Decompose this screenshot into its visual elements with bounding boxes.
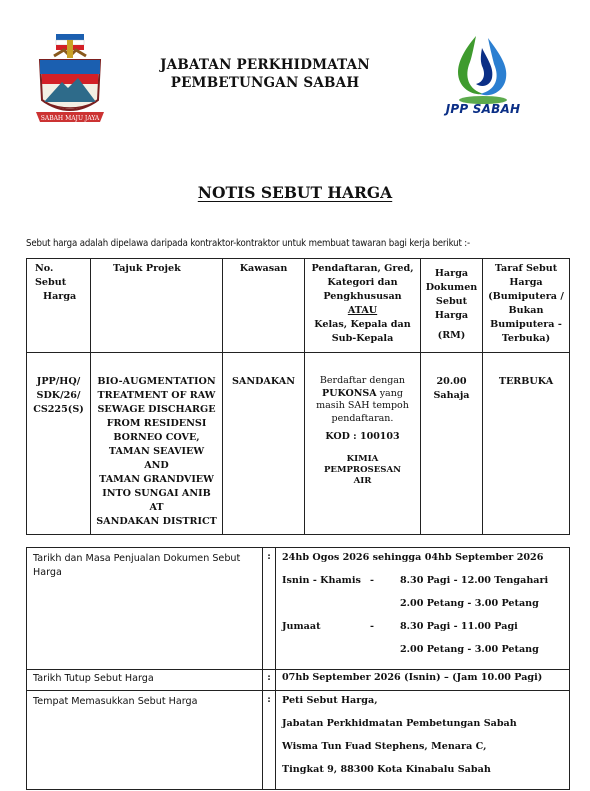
details-table (26, 547, 570, 790)
kod-label: KOD : 100103 (325, 431, 400, 442)
tutup-label: Tarikh Tutup Sebut Harga (27, 670, 263, 691)
schedule-row: 2.00 Petang - 3.00 Petang (400, 598, 539, 609)
schedule-row: 2.00 Petang - 3.00 Petang (400, 644, 539, 655)
sabah-crest-logo (34, 30, 106, 130)
cell-no: JPP/HQ/ SDK/26/ CS225(S) (27, 353, 91, 535)
intro-text: Sebut harga adalah dipelawa daripada kontraktor-kontraktor untuk membuat tawaran bagi kerja berikut :- (26, 238, 470, 249)
cell-taraf: TERBUKA (483, 353, 570, 535)
row-tempat: Tempat Memasukkan Sebut Harga : Peti Sebut Harga, Jabatan Perkhidmatan Pembetungan Sabah Wisma Tun Fuad Stephens, Menara C, Tingkat 9, 88300 Kota Kinabalu Sabah (27, 691, 570, 790)
address-line: Wisma Tun Fuad Stephens, Menara C, (282, 741, 487, 752)
row-tutup: Tarikh Tutup Sebut Harga : 07hb September 2026 (Isnin) – (Jam 10.00 Pagi) (27, 670, 570, 691)
organisation-title (130, 56, 400, 92)
svg-text:SABAH MAJU JAYA: SABAH MAJU JAYA (40, 115, 100, 122)
penjualan-label: Tarikh dan Masa Penjualan Dokumen Sebut Harga (27, 548, 263, 670)
header-kawasan: Kawasan (223, 259, 305, 353)
header-taraf: Taraf Sebut Harga (Bumiputera / Bukan Bumiputera - Terbuka) (483, 259, 570, 353)
table-row (27, 353, 570, 535)
schedule-row: Isnin - Khamis - 8.30 Pagi - 12.00 Tengahari (282, 575, 549, 586)
penjualan-value (276, 548, 570, 670)
tutup-value: 07hb September 2026 (Isnin) – (Jam 10.00 Pagi) (276, 670, 570, 691)
quotation-table (26, 258, 570, 535)
row-penjualan: Tarikh dan Masa Penjualan Dokumen Sebut Harga : 24hb Ogos 2026 sehingga 04hb September 2026 Isnin - Khamis - 8.30 Pagi - 12.00 Tengahari 2.00 Petang - 3.00 Petang Jumaat - 8.30 Pagi - 11.00 Pagi 2.00 Petang - 3.00 Petang (27, 548, 570, 670)
pukonsa-label: PUKONSA (322, 387, 377, 399)
atau-underlined: ATAU (347, 305, 378, 316)
penjualan-dates: 24hb Ogos 2026 sehingga 04hb September 2026 (282, 552, 544, 563)
header-harga: Harga Dokumen Sebut Harga (RM) (421, 259, 483, 353)
cell-kawasan: SANDAKAN (223, 353, 305, 535)
cell-harga: 20.00 Sahaja (421, 353, 483, 535)
tempat-value (276, 691, 570, 790)
notice-title: NOTIS SEBUT HARGA (197, 183, 393, 202)
org-title-line-1: JABATAN PERKHIDMATAN (160, 57, 370, 73)
address-line: Jabatan Perkhidmatan Pembetungan Sabah (282, 718, 517, 729)
table-header-row (27, 259, 570, 353)
kategori-label: KIMIA PEMPROSESAN AIR (323, 453, 402, 486)
header-no: No. Sebut Harga (27, 259, 91, 353)
address-line: Peti Sebut Harga, (282, 695, 378, 706)
cell-pendaftaran: Berdaftar dengan PUKONSA yang masih SAH tempoh pendaftaran. KOD : 100103 KIMIA PEMPROSESAN AIR (305, 353, 421, 535)
cell-tajuk: BIO-AUGMENTATION TREATMENT OF RAW SEWAGE DISCHARGE FROM RESIDENSI BORNEO COVE, TAMAN SEAVIEW AND TAMAN GRANDVIEW INTO SUNGAI ANIB AT SANDAKAN DISTRICT (91, 353, 223, 535)
address-line: Tingkat 9, 88300 Kota Kinabalu Sabah (282, 764, 491, 775)
org-title-line-2: PEMBETUNGAN SABAH (170, 75, 360, 91)
schedule-row: Jumaat - 8.30 Pagi - 11.00 Pagi (282, 621, 518, 632)
header-pendaftaran: Pendaftaran, Gred, Kategori dan Pengkhususan ATAU Kelas, Kepala dan Sub-Kepala (305, 259, 421, 353)
header-tajuk: Tajuk Projek (91, 259, 223, 353)
jpp-sabah-label: JPP SABAH (445, 102, 521, 116)
tempat-label: Tempat Memasukkan Sebut Harga (27, 691, 263, 790)
